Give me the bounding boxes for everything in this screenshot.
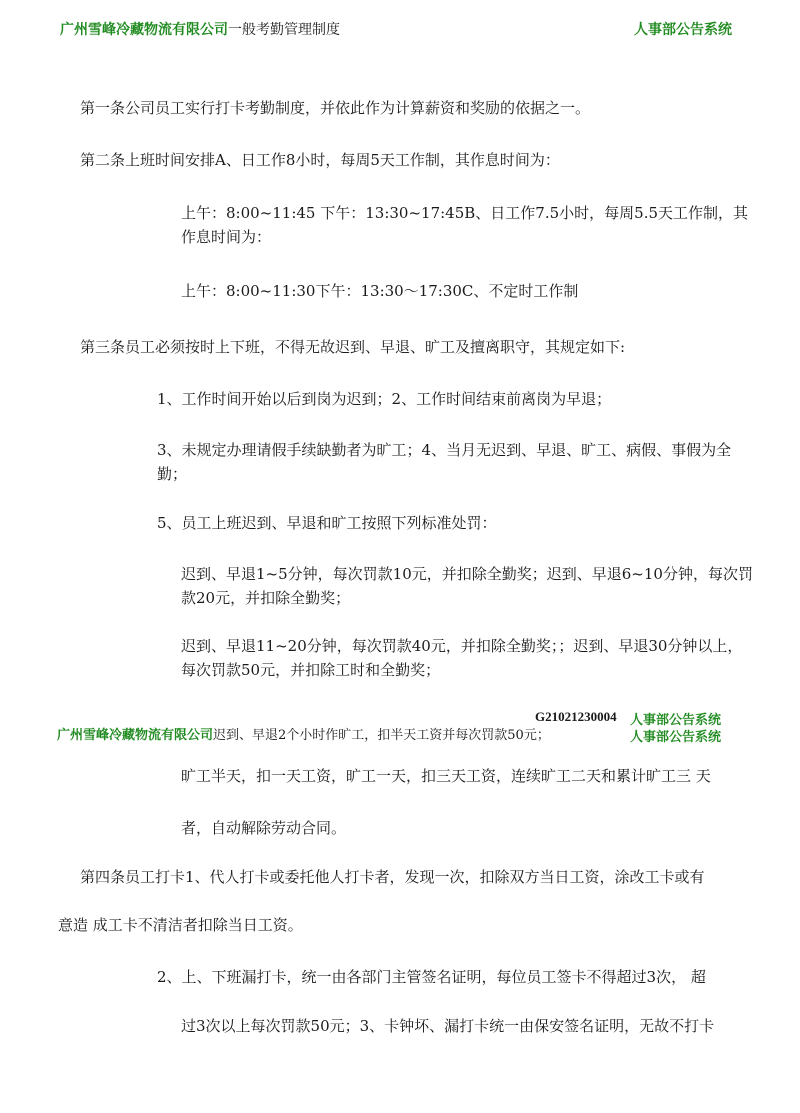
penalty-2: 迟到、早退11~20分钟，每次罚款40元，并扣除全勤奖；；迟到、早退30分钟以上，每次罚款50元，并扣除工时和全勤奖； [181, 637, 743, 679]
footer-company: 广州雪峰冷藏物流有限公司 [57, 728, 214, 743]
schedule-b: 上午：8:00~11:30下午：13:30〜17:30C、不定时工作制 [181, 282, 579, 300]
footer-text: 迟到、早退2个小时作旷工，扣半天工资并每次罚款50元； [213, 728, 550, 743]
missed-punch-1: 2、上、下班漏打卡，统一由各部门主管签名证明，每位员工签卡不得超过3次， 超 [157, 968, 706, 986]
penalty-1: 迟到、早退1~5分钟，每次罚款10元，并扣除全勤奖；迟到、早退6~10分钟，每次罚款20元，并扣除全勤奖； [181, 565, 753, 607]
article-3: 第三条员工必须按时上下班，不得无故迟到、早退、旷工及擅离职守，其规定如下: [80, 338, 626, 356]
rule-1-2: 1、工作时间开始以后到岗为迟到；2、工作时间结束前离岗为早退； [157, 390, 612, 408]
missed-punch-2: 过3次以上每次罚款50元；3、卡钟坏、漏打卡统一由保安签名证明，无故不打卡 [181, 1017, 715, 1035]
article-1: 第一条公司员工实行打卡考勤制度，并依此作为计算薪资和奖励的依据之一。 [80, 99, 591, 117]
page-header [60, 19, 340, 39]
rule-3-4: 3、未规定办理请假手续缺勤者为旷工；4、当月无迟到、早退、旷工、病假、事假为全勤； [157, 441, 732, 483]
footer-system-1: 人事部公告系统 [630, 713, 722, 728]
article-4-a: 第四条员工打卡1、代人打卡或委托他人打卡者，发现一次，扣除双方当日工资，涂改工卡或有 [80, 868, 705, 886]
schedule-a: 上午：8:00~11:45 下午：13:30~17:45B、日工作7.5小时，每周5.5天工作制，其作息时间为： [181, 204, 749, 246]
document-title: 一般考勤管理制度 [228, 22, 340, 38]
document-code: G21021230004 [535, 709, 617, 724]
article-4-b: 意造 成工卡不清洁者扣除当日工资。 [58, 916, 303, 934]
footer-line [57, 724, 550, 743]
article-2: 第二条上班时间安排A、日工作8小时，每周5天工作制，其作息时间为： [80, 151, 560, 169]
absence-1: 旷工半天，扣一天工资，旷工一天，扣三天工资，连续旷工二天和累计旷工三 天 [181, 767, 711, 785]
system-name: 人事部公告系统 [634, 22, 732, 38]
absence-2: 者，自动解除劳动合同。 [181, 819, 347, 837]
rule-5: 5、员工上班迟到、早退和旷工按照下列标准处罚： [157, 514, 497, 532]
company-name: 广州雪峰冷藏物流有限公司 [60, 22, 228, 38]
footer-system-2: 人事部公告系统 [630, 730, 722, 745]
